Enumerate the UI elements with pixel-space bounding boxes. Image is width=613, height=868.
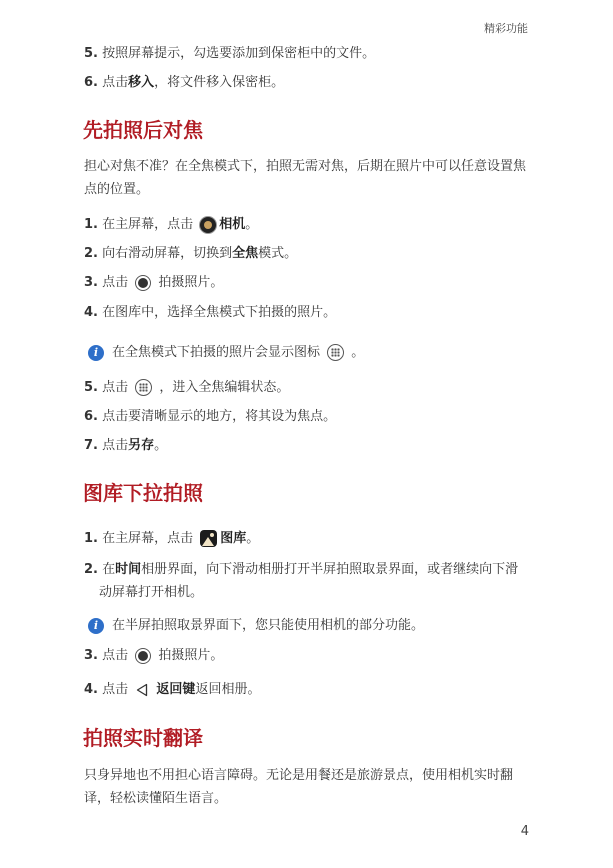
step-text: 拍摄照片。	[158, 648, 224, 663]
step-text: 拍摄照片。	[158, 275, 224, 290]
section-title-focus: 先拍照后对焦	[83, 118, 203, 142]
step-number: 1.	[84, 217, 98, 232]
page-number: 4	[520, 824, 529, 839]
step-keyword: 全焦	[232, 246, 259, 261]
running-header: 精彩功能	[484, 22, 528, 35]
step-number: 5.	[84, 380, 98, 395]
step-number: 3.	[84, 275, 98, 290]
focus-step-7	[84, 436, 167, 456]
shutter-icon	[135, 275, 151, 291]
step-text: 在图库中，选择全焦模式下拍摄的照片。	[102, 305, 337, 320]
back-key-icon	[135, 683, 149, 697]
step-text: 相册界面，向下滑动相册打开半屏拍照取景界面，或者继续向下滑	[141, 562, 519, 577]
gallery-app-icon	[200, 530, 217, 547]
step-6-move-in	[84, 73, 284, 93]
note-text: 。	[351, 345, 365, 360]
focus-step-4	[84, 303, 336, 323]
step-text: 。	[246, 531, 260, 546]
step-keyword: 返回键	[156, 682, 196, 697]
step-text: 按照屏幕提示，勾选要添加到保密柜中的文件。	[102, 46, 376, 61]
step-text: 点击	[102, 75, 129, 90]
translate-intro	[84, 764, 534, 810]
step-number: 4.	[84, 682, 98, 697]
focus-step-1	[84, 215, 258, 235]
step-text: ，将文件移入保密柜。	[154, 75, 285, 90]
step-keyword: 图库	[220, 531, 247, 546]
step-text: 。	[154, 438, 168, 453]
note-text: 在半屏拍照取景界面下，您只能使用相机的部分功能。	[112, 618, 425, 633]
gallery-step-2	[84, 558, 518, 604]
step-text: ，进入全焦编辑状态。	[159, 380, 290, 395]
focus-step-3	[84, 273, 223, 293]
all-focus-icon	[135, 379, 152, 396]
focus-step-5	[84, 378, 289, 398]
step-text: 点击	[102, 275, 129, 290]
focus-step-2	[84, 244, 297, 264]
step-text: 模式。	[258, 246, 298, 261]
all-focus-icon	[327, 344, 344, 361]
step-keyword: 相机	[219, 217, 246, 232]
focus-intro	[84, 155, 534, 201]
gallery-note	[88, 616, 424, 636]
step-number: 2.	[84, 246, 98, 261]
step-number: 3.	[84, 648, 98, 663]
intro-line: 只身异地也不用担心语言障碍。无论是用餐还是旅游景点，使用相机实时翻	[84, 768, 514, 783]
info-icon: i	[88, 345, 104, 361]
step-number: 2.	[84, 562, 98, 577]
step-number: 6.	[84, 75, 98, 90]
intro-line: 担心对焦不准？在全焦模式下，拍照无需对焦，后期在照片中可以任意设置焦	[84, 159, 527, 174]
camera-app-icon	[200, 217, 216, 233]
step-text: 返回相册。	[195, 682, 261, 697]
step-number: 6.	[84, 409, 98, 424]
step-keyword: 另存	[128, 438, 155, 453]
step-5-select-files	[84, 44, 375, 64]
intro-line: 译，轻松读懂陌生语言。	[84, 791, 228, 806]
step-text: 点击	[102, 648, 129, 663]
focus-step-6	[84, 407, 336, 427]
step-text-continued: 动屏幕打开相机。	[99, 585, 204, 600]
step-text: 。	[245, 217, 259, 232]
step-text: 点击	[102, 438, 129, 453]
step-number: 5.	[84, 46, 98, 61]
step-text: 向右滑动屏幕，切换到	[102, 246, 233, 261]
step-text: 点击要清晰显示的地方，将其设为焦点。	[102, 409, 337, 424]
step-keyword: 时间	[115, 562, 142, 577]
intro-line: 点的位置。	[84, 182, 150, 197]
step-number: 1.	[84, 531, 98, 546]
step-number: 4.	[84, 305, 98, 320]
step-keyword: 移入	[128, 75, 155, 90]
step-text: 点击	[102, 682, 129, 697]
gallery-step-3	[84, 646, 223, 666]
step-text: 点击	[102, 380, 129, 395]
gallery-step-4	[84, 680, 260, 700]
gallery-step-1	[84, 529, 259, 549]
shutter-icon	[135, 648, 151, 664]
step-text: 在主屏幕，点击	[102, 217, 194, 232]
section-title-translate: 拍照实时翻译	[83, 726, 203, 750]
step-text: 在	[102, 562, 116, 577]
focus-note	[88, 343, 364, 363]
info-icon: i	[88, 618, 104, 634]
note-text: 在全焦模式下拍摄的照片会显示图标	[112, 345, 321, 360]
step-text: 在主屏幕，点击	[102, 531, 194, 546]
section-title-gallery: 图库下拉拍照	[83, 481, 203, 505]
step-number: 7.	[84, 438, 98, 453]
